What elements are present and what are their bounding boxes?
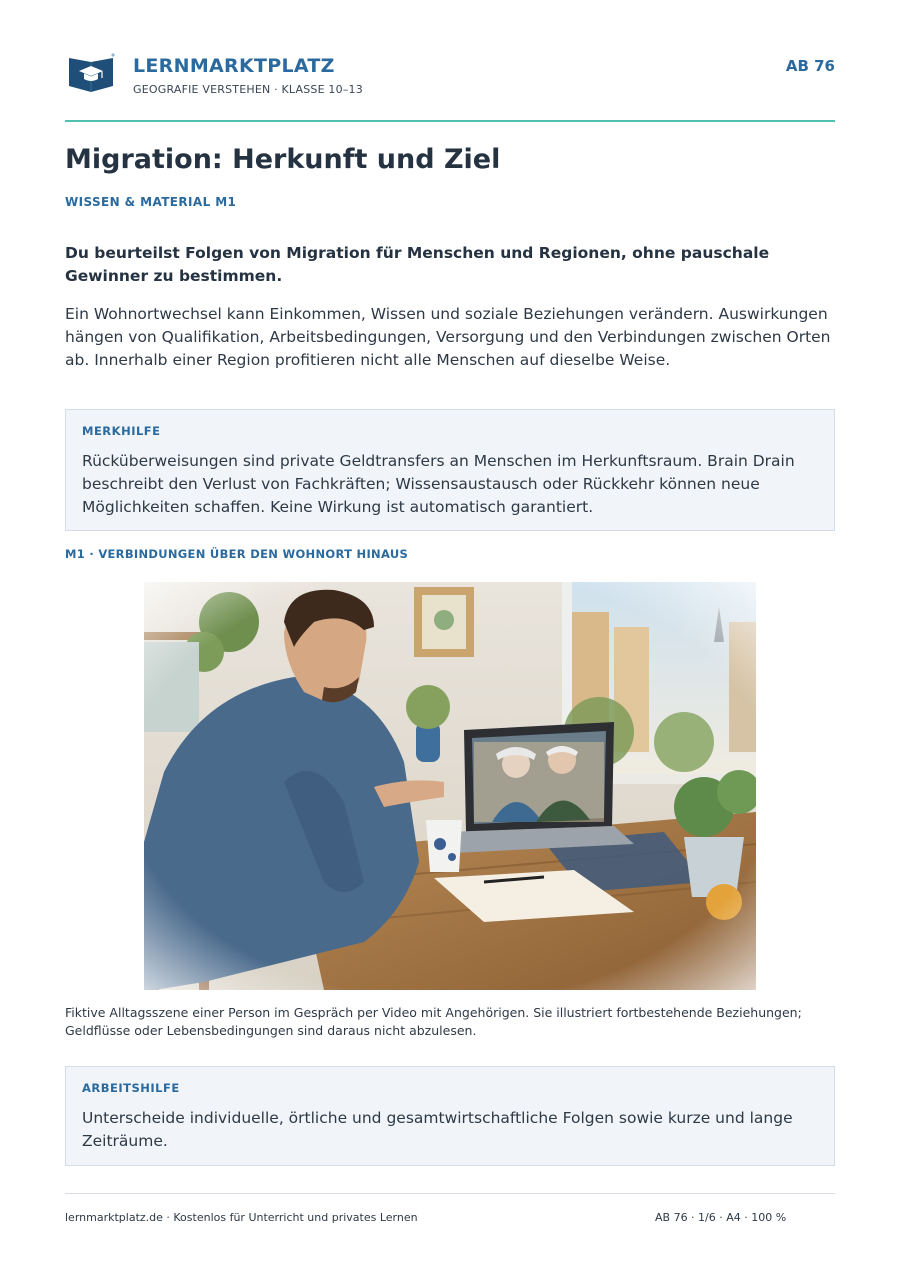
brand-name: LERNMARKTPLATZ	[133, 55, 335, 77]
footer-page-info: AB 76 · 1/6 · A4 · 100 %	[655, 1211, 787, 1224]
header-divider	[65, 120, 835, 122]
merkhilfe-label: MERKHILFE	[82, 424, 161, 438]
brand-subtitle: GEOGRAFIE VERSTEHEN · KLASSE 10–13	[133, 83, 363, 96]
merkhilfe-box	[65, 409, 835, 531]
body-paragraph: Ein Wohnortwechsel kann Einkommen, Wissen und soziale Beziehungen verändern. Auswirkungen hängen von Qualifikation, Arbeitsbedingungen, Versorgung und den Verbindungen zwischen Orten ab. Innerhalb einer Region profitieren nicht alle Menschen auf dieselbe Weise.	[65, 305, 831, 369]
sheet-number: AB 76	[785, 57, 835, 75]
graduation-cap-book-icon	[67, 52, 115, 94]
video-call-illustration	[144, 582, 756, 990]
lead-text: Du beurteilst Folgen von Migration für Menschen und Regionen, ohne pauschale Gewinner zu bestimmen.	[65, 244, 770, 285]
section-kicker: WISSEN & MATERIAL M1	[65, 195, 237, 209]
merkhilfe-text: Rücküberweisungen sind private Geldtransfers an Menschen im Herkunftsraum. Brain Drain beschreibt den Verlust von Fachkräften; Wissensaustausch oder Rückkehr können neue Möglichkeiten schaffen. Keine Wirkung ist automatisch garantiert.	[82, 452, 795, 516]
footer-divider	[65, 1193, 835, 1194]
footer-site: lernmarktplatz.de · Kostenlos für Unterricht und privates Lernen	[65, 1211, 418, 1224]
material-heading: M1 · VERBINDUNGEN ÜBER DEN WOHNORT HINAUS	[65, 547, 409, 561]
page-title: Migration: Herkunft und Ziel	[65, 144, 501, 175]
arbeitshilfe-label: ARBEITSHILFE	[82, 1081, 180, 1095]
arbeitshilfe-text: Unterscheide individuelle, örtliche und gesamtwirtschaftliche Folgen sowie kurze und lange Zeiträume.	[82, 1109, 793, 1150]
page-header	[65, 52, 835, 122]
arbeitshilfe-box	[65, 1066, 835, 1166]
figure-caption: Fiktive Alltagsszene einer Person im Gespräch per Video mit Angehörigen. Sie illustriert fortbestehende Beziehungen; Geldflüsse oder Lebensbedingungen sind daraus nicht abzulesen.	[65, 1005, 802, 1038]
